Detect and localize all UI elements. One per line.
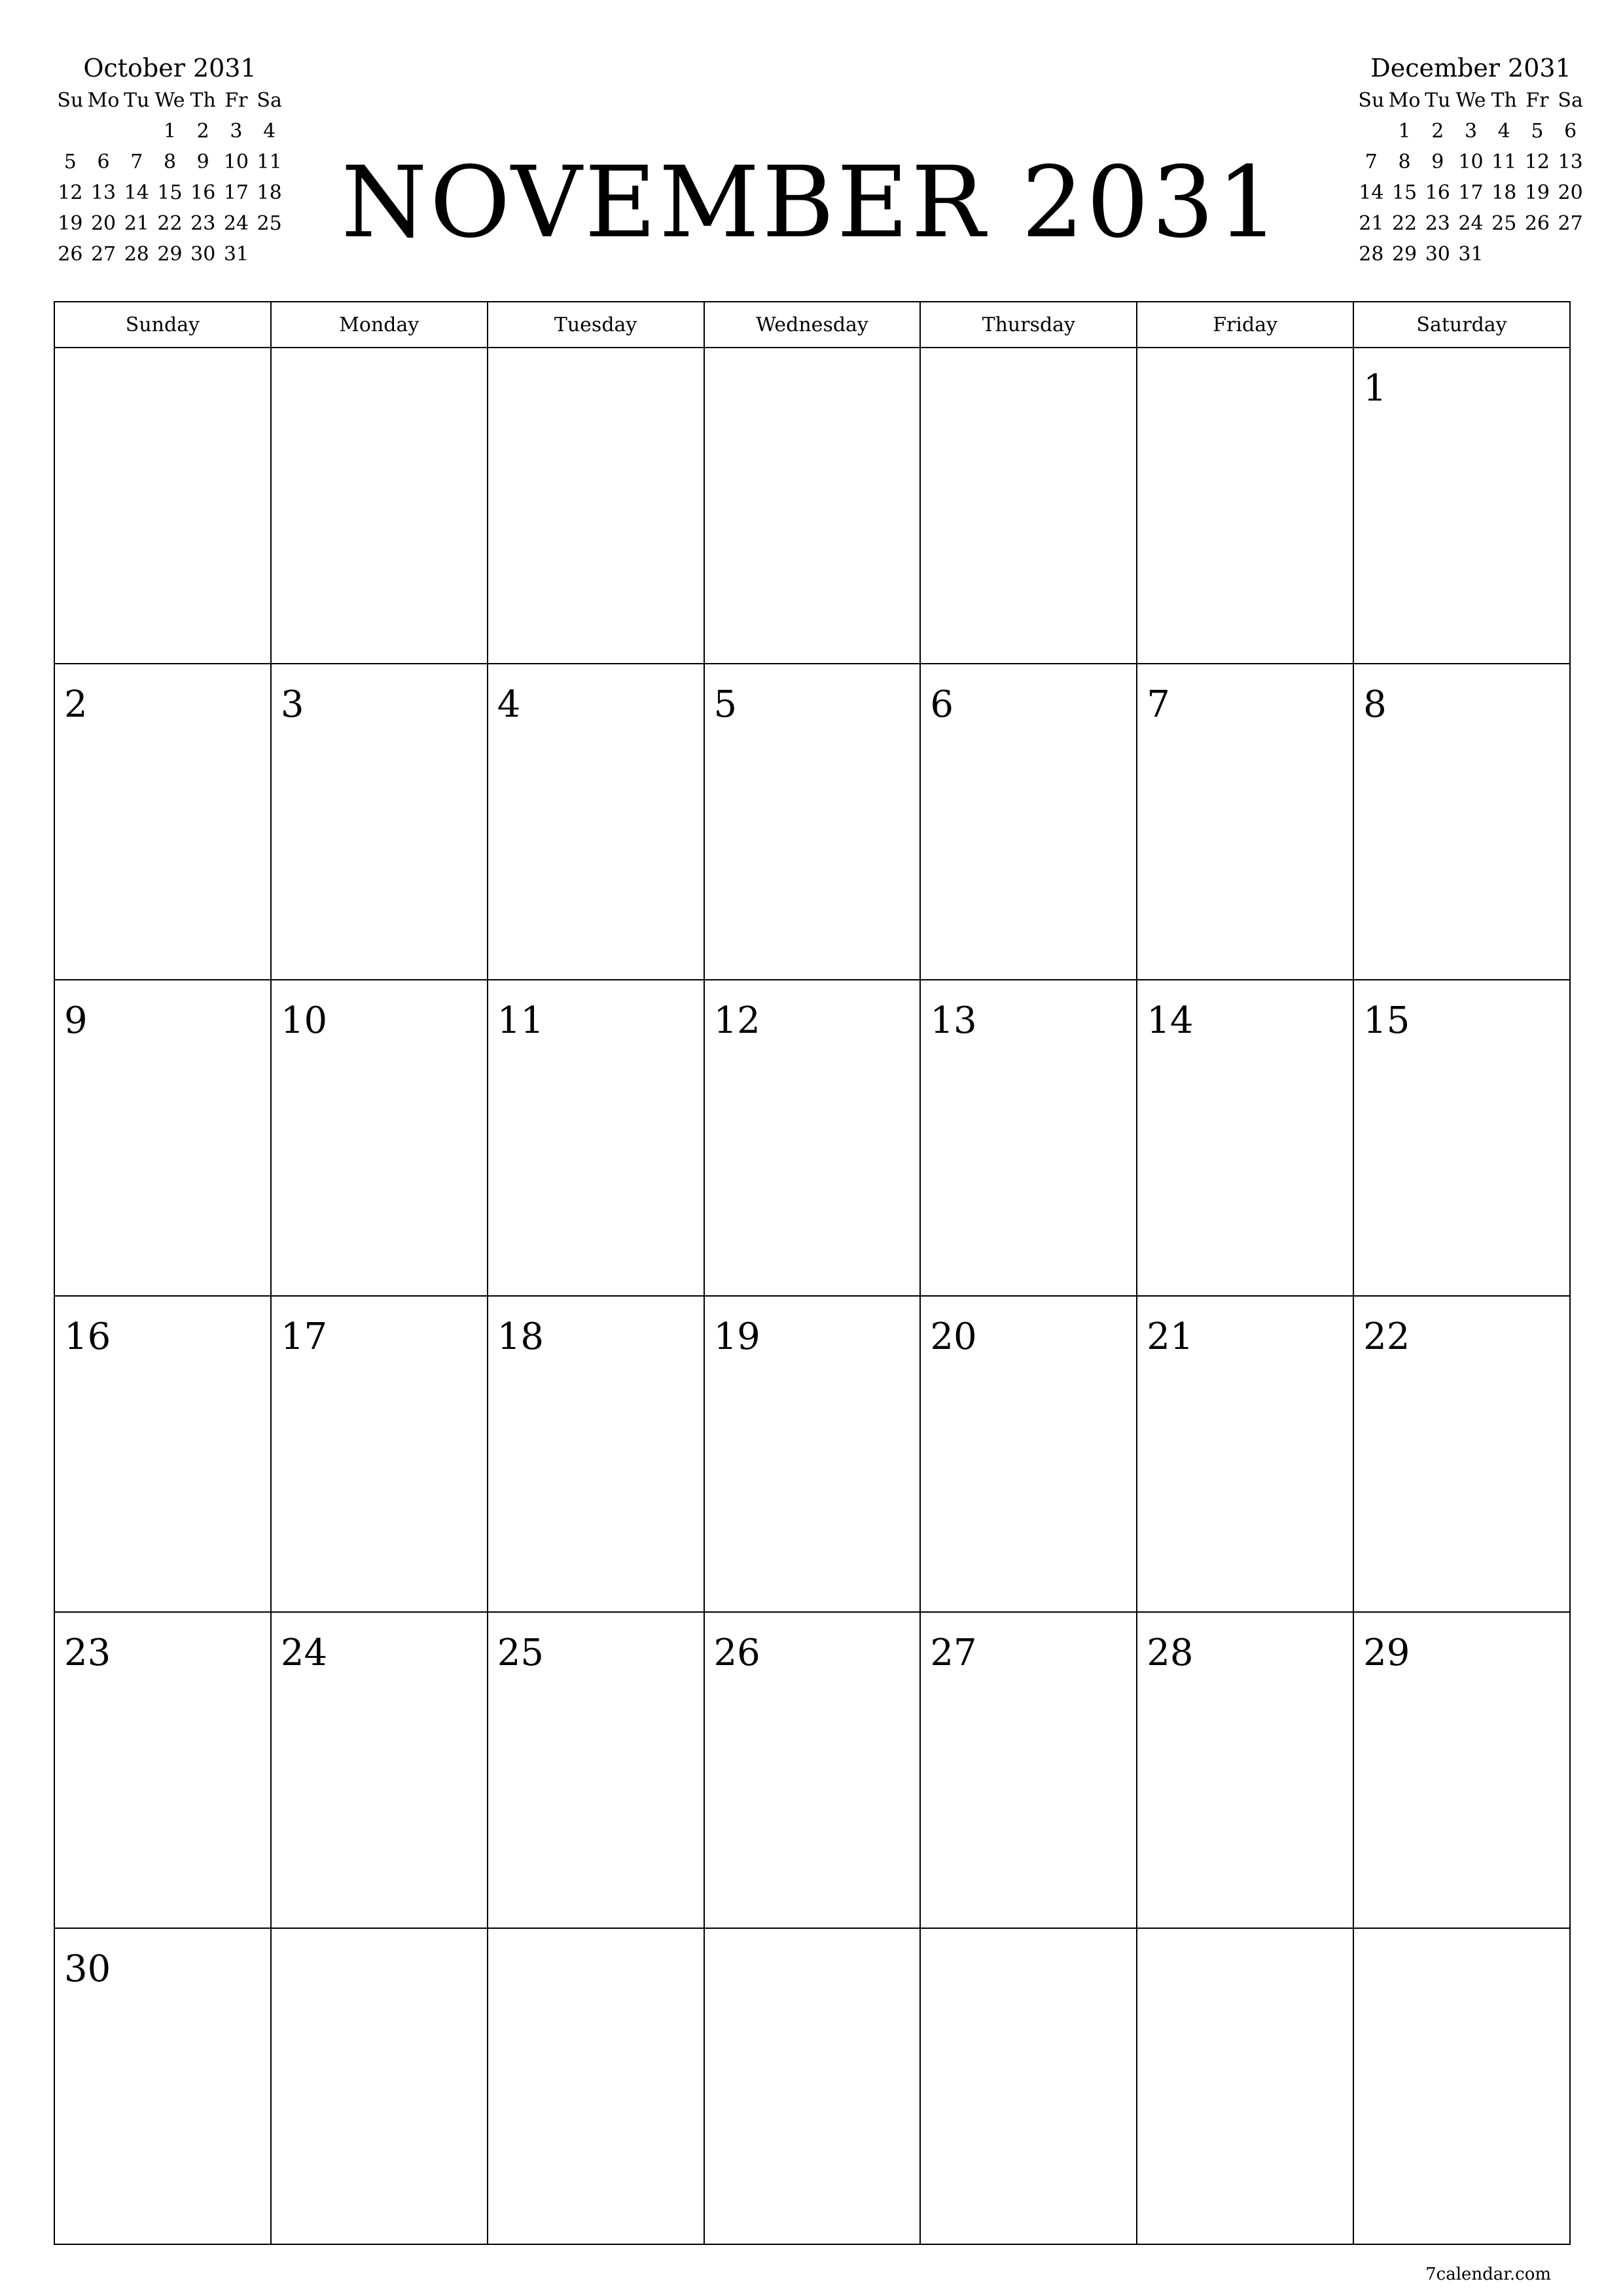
day-cell[interactable] (704, 980, 921, 1296)
weekday-header: Saturday (1353, 302, 1570, 348)
next-month-day: 16 (1425, 181, 1450, 204)
day-number: 7 (1147, 683, 1170, 726)
weekday-header-row (54, 302, 1570, 348)
prev-month-day (87, 116, 120, 147)
day-cell[interactable] (271, 664, 488, 980)
day-cell[interactable] (920, 1612, 1137, 1928)
day-cell[interactable] (1353, 1928, 1570, 2244)
next-month-day: 12 (1524, 151, 1550, 173)
day-number: 18 (497, 1316, 544, 1358)
next-month-weekday-header: Su (1358, 89, 1385, 112)
day-number: 19 (713, 1316, 760, 1358)
day-number: 12 (713, 999, 760, 1042)
day-cell[interactable] (1353, 348, 1570, 664)
next-month-weekday-header: Fr (1525, 89, 1549, 112)
week-row (54, 348, 1570, 664)
day-cell[interactable] (488, 980, 704, 1296)
day-cell[interactable] (271, 1612, 488, 1928)
day-number (1137, 348, 1353, 368)
next-month-day: 5 (1531, 120, 1544, 143)
prev-month-day (54, 270, 87, 300)
day-number: 10 (280, 999, 328, 1042)
day-number: 30 (64, 1948, 111, 1990)
day-cell[interactable] (1137, 1612, 1353, 1928)
next-month-day: 27 (1558, 212, 1583, 235)
week-rows (54, 348, 1570, 2244)
prev-month-day: 9 (196, 151, 209, 173)
prev-month-weekday-header: Fr (224, 89, 248, 112)
next-month-day: 20 (1558, 181, 1583, 204)
prev-month-day: 31 (223, 243, 249, 266)
next-month-day: 24 (1458, 212, 1484, 235)
day-cell[interactable] (920, 664, 1137, 980)
prev-month-day: 13 (90, 181, 116, 204)
day-cell[interactable] (920, 1296, 1137, 1612)
next-month-calendar (1355, 51, 1587, 300)
day-cell[interactable] (1137, 664, 1353, 980)
prev-month-day: 11 (257, 151, 282, 173)
prev-month-day: 20 (90, 212, 116, 235)
weekday-header: Sunday (54, 302, 271, 348)
day-number: 2 (64, 683, 88, 726)
prev-month-weekday-header: Su (57, 89, 84, 112)
day-cell[interactable] (704, 1928, 921, 2244)
prev-month-day: 3 (230, 120, 243, 143)
next-month-day: 26 (1524, 212, 1550, 235)
day-cell[interactable] (54, 1296, 271, 1612)
next-month-day: 11 (1491, 151, 1517, 173)
prev-month-day: 6 (97, 151, 110, 173)
day-number: 5 (713, 683, 738, 726)
day-number: 27 (930, 1632, 977, 1674)
prev-month-day: 25 (257, 212, 282, 235)
prev-month-day: 26 (58, 243, 83, 266)
day-number: 29 (1363, 1632, 1410, 1674)
prev-month-day: 16 (190, 181, 216, 204)
day-number (272, 1929, 487, 1948)
day-cell[interactable] (54, 1612, 271, 1928)
prev-month-weekday-header: Th (190, 89, 216, 112)
prev-month-weekday-header: Tu (124, 89, 150, 112)
day-number: 15 (1363, 999, 1410, 1042)
day-cell[interactable] (271, 980, 488, 1296)
next-month-day: 13 (1558, 151, 1583, 173)
day-number: 26 (713, 1632, 760, 1674)
day-number: 22 (1363, 1316, 1410, 1358)
day-number: 11 (497, 999, 544, 1042)
day-cell[interactable] (1353, 664, 1570, 980)
next-month-weekday-header: Mo (1388, 89, 1421, 112)
month-grid (54, 301, 1571, 2245)
next-month-day: 10 (1458, 151, 1484, 173)
next-month-day: 4 (1497, 120, 1510, 143)
prev-month-title: October 2031 (83, 54, 257, 82)
day-cell[interactable] (1353, 1612, 1570, 1928)
next-month-day (1488, 239, 1521, 270)
day-number (55, 348, 270, 368)
day-number (705, 348, 920, 368)
day-number: 14 (1147, 999, 1194, 1042)
next-month-weekday-header: Tu (1425, 89, 1451, 112)
day-cell[interactable] (488, 348, 704, 664)
next-month-day: 22 (1391, 212, 1418, 235)
prev-month-day (87, 270, 120, 300)
next-month-day: 30 (1425, 243, 1450, 266)
day-number: 4 (497, 683, 521, 726)
day-number: 21 (1147, 1316, 1194, 1358)
day-cell[interactable] (488, 664, 704, 980)
next-month-day: 21 (1359, 212, 1384, 235)
day-cell[interactable] (1137, 348, 1353, 664)
weekday-header: Monday (271, 302, 488, 348)
day-cell[interactable] (920, 348, 1137, 664)
prev-month-day: 8 (163, 151, 177, 173)
day-cell[interactable] (54, 664, 271, 980)
day-number (921, 1929, 1136, 1948)
week-row (54, 1296, 1570, 1612)
week-row (54, 664, 1570, 980)
prev-month-day: 28 (124, 243, 149, 266)
week-row (54, 980, 1570, 1296)
day-number: 9 (64, 999, 88, 1042)
day-number: 20 (930, 1316, 977, 1358)
weekday-header: Wednesday (704, 302, 921, 348)
watermark: 7calendar.com (1425, 2265, 1551, 2284)
next-month-day: 9 (1431, 151, 1444, 173)
next-month-grid (1355, 85, 1587, 300)
weekday-header: Thursday (920, 302, 1137, 348)
day-number (1354, 1929, 1569, 1948)
next-month-day (1554, 239, 1587, 270)
next-month-day (1521, 239, 1554, 270)
prev-month-day: 5 (63, 151, 77, 173)
day-cell[interactable] (488, 1296, 704, 1612)
next-month-day: 15 (1391, 181, 1418, 204)
next-month-day: 3 (1464, 120, 1478, 143)
next-month-day: 1 (1398, 120, 1411, 143)
day-cell[interactable] (271, 1928, 488, 2244)
next-month-day: 18 (1491, 181, 1517, 204)
prev-month-day (54, 116, 87, 147)
next-month-day: 17 (1458, 181, 1484, 204)
prev-month-day: 27 (90, 243, 116, 266)
day-number: 23 (64, 1632, 111, 1674)
prev-month-day: 14 (124, 181, 149, 204)
next-month-day: 19 (1524, 181, 1550, 204)
day-cell[interactable] (488, 1612, 704, 1928)
day-number: 17 (280, 1316, 328, 1358)
prev-month-day: 24 (223, 212, 249, 235)
day-cell[interactable] (54, 980, 271, 1296)
prev-month-day: 18 (257, 181, 282, 204)
next-month-title: December 2031 (1370, 54, 1571, 82)
day-number: 13 (930, 999, 977, 1042)
next-month-day: 31 (1458, 243, 1484, 266)
day-cell[interactable] (271, 348, 488, 664)
day-number (272, 348, 487, 368)
prev-month-weekday-header: Sa (257, 89, 282, 112)
day-cell[interactable] (920, 1928, 1137, 2244)
day-number (921, 348, 1136, 368)
prev-month-day: 2 (196, 120, 209, 143)
day-number: 8 (1363, 683, 1387, 726)
day-number: 16 (64, 1316, 111, 1358)
prev-month-day: 22 (157, 212, 183, 235)
prev-month-day: 4 (263, 120, 276, 143)
prev-month-day: 30 (190, 243, 216, 266)
prev-month-weekday-header: Mo (87, 89, 120, 112)
day-number: 25 (497, 1632, 544, 1674)
next-month-day (1355, 270, 1388, 300)
day-cell[interactable] (1137, 1928, 1353, 2244)
next-month-day: 8 (1398, 151, 1411, 173)
day-cell[interactable] (1137, 980, 1353, 1296)
next-month-weekday-header: We (1455, 89, 1486, 112)
next-month-day: 25 (1491, 212, 1517, 235)
prev-month-day: 23 (190, 212, 216, 235)
weekday-header: Friday (1137, 302, 1353, 348)
prev-month-day: 1 (163, 120, 177, 143)
next-month-day: 29 (1391, 243, 1418, 266)
prev-month-day: 19 (58, 212, 83, 235)
next-month-day: 2 (1431, 120, 1444, 143)
next-month-day: 6 (1564, 120, 1577, 143)
day-number (705, 1929, 920, 1948)
prev-month-day: 21 (124, 212, 149, 235)
page-title: NOVEMBER 2031 (341, 146, 1282, 260)
day-number: 3 (280, 683, 304, 726)
day-cell[interactable] (271, 1296, 488, 1612)
prev-month-day (120, 116, 153, 147)
day-cell[interactable] (54, 348, 271, 664)
day-cell[interactable] (1353, 1296, 1570, 1612)
day-number: 24 (280, 1632, 328, 1674)
next-month-day: 7 (1364, 151, 1378, 173)
prev-month-day: 15 (157, 181, 183, 204)
day-number (488, 1929, 704, 1948)
day-number (1137, 1929, 1353, 1948)
next-month-day: 14 (1359, 181, 1384, 204)
day-number: 1 (1363, 367, 1387, 410)
next-month-weekday-header: Sa (1558, 89, 1583, 112)
prev-month-day: 10 (223, 151, 249, 173)
day-cell[interactable] (1353, 980, 1570, 1296)
day-number (488, 348, 704, 368)
day-cell[interactable] (704, 1612, 921, 1928)
day-number: 6 (930, 683, 954, 726)
next-month-day: 28 (1359, 243, 1384, 266)
day-number: 28 (1147, 1632, 1194, 1674)
day-cell[interactable] (488, 1928, 704, 2244)
day-cell[interactable] (704, 1296, 921, 1612)
prev-month-day: 12 (58, 181, 83, 204)
day-cell[interactable] (1137, 1296, 1353, 1612)
day-cell[interactable] (704, 348, 921, 664)
next-month-weekday-header: Th (1491, 89, 1517, 112)
next-month-day: 23 (1425, 212, 1450, 235)
day-cell[interactable] (920, 980, 1137, 1296)
prev-month-day: 7 (130, 151, 143, 173)
day-cell[interactable] (54, 1928, 271, 2244)
prev-month-day: 17 (223, 181, 249, 204)
week-row (54, 1928, 1570, 2244)
weekday-header: Tuesday (488, 302, 704, 348)
prev-month-day: 29 (157, 243, 183, 266)
week-row (54, 1612, 1570, 1928)
day-cell[interactable] (704, 664, 921, 980)
next-month-day (1355, 116, 1388, 147)
prev-month-weekday-header: We (154, 89, 185, 112)
